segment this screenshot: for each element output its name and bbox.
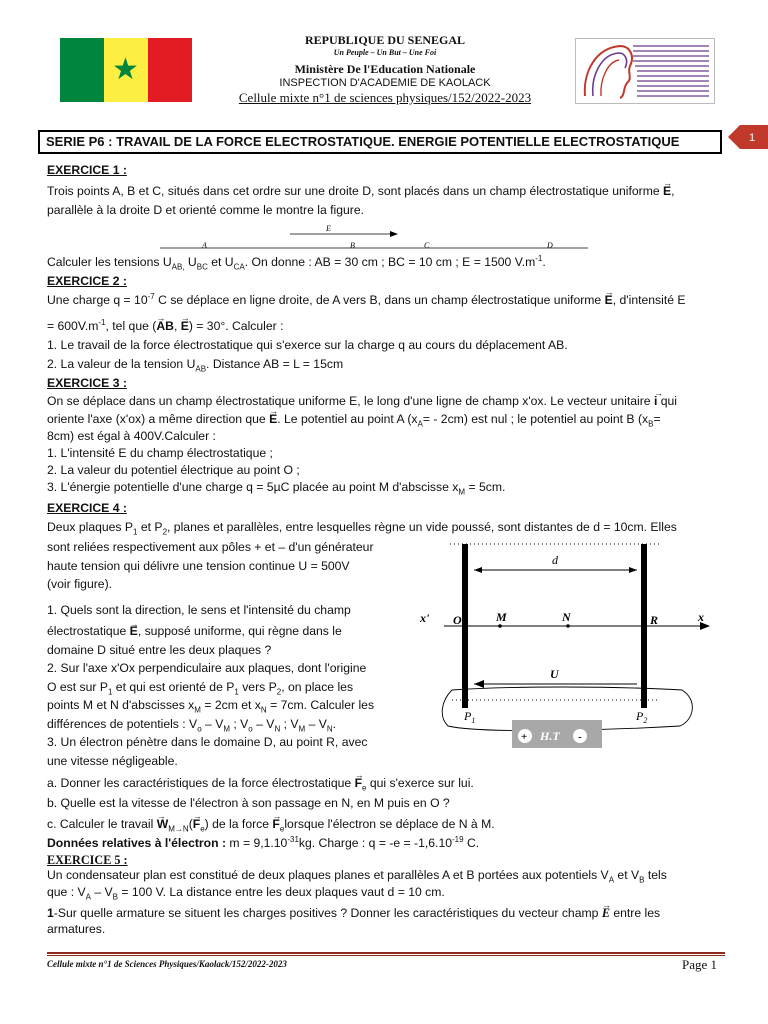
academy-logo <box>575 38 715 104</box>
exercise-3-heading: EXERCICE 3 : <box>47 376 127 390</box>
ex3-text-2: oriente l'axe (x'ox) a même direction que → E. Le potentiel au point A $(x_A= - 2cm)$ est nul ; le potentiel au point B ($x_B=$ <box>47 411 722 428</box>
ex5-question-1-end: armatures. <box>47 922 106 936</box>
page-badge <box>728 124 768 150</box>
svg-text:R: R <box>650 613 659 627</box>
svg-text:C: C <box>424 241 430 250</box>
ex2-item-2: 2. La valeur de la tension $U_{AB}$. Distance AB = L = 15cm <box>47 357 344 374</box>
svg-text:P1: $P_1$ <box>464 709 476 725</box>
inspection-name: INSPECTION D'ACADEMIE DE KAOLACK <box>279 77 491 89</box>
ex5-text-2: que : $V_A - V_B = 100$ V. La distance entre les deux plaques vaut d = 10 cm. <box>47 885 445 902</box>
svg-text:+: + <box>521 731 528 743</box>
ministry-name: Ministère De l'Education Nationale <box>294 62 476 76</box>
exercise-5-heading: EXERCICE 5 : <box>47 853 128 867</box>
ex3-item-3: 3. L'énergie potentielle d'une charge q = 5µC placée au point M d'abscisse $x_M = 5cm$. <box>47 480 506 497</box>
exercise-4-heading: EXERCICE 4 : <box>47 501 127 515</box>
footer-divider <box>47 952 725 954</box>
ex2-text-2: = $600V.m^{-1}$, tel que (→ AB, → E) = 30°. Calculer : <box>47 318 722 335</box>
ex2-item-1: 1. Le travail de la force électrostatique qui s'exerce sur la charge q au cours du déplacement AB. <box>47 338 568 352</box>
ex3-item-2: 2. La valeur du potentiel électrique au point O ; <box>47 463 300 477</box>
ex1-figure <box>160 222 600 254</box>
svg-text:d: d <box>552 553 558 567</box>
page-number: Page 1 <box>682 957 718 972</box>
series-title: SERIE P6 : TRAVAIL DE LA FORCE ELECTROSTATIQUE. ENERGIE POTENTIELLE ELECTROSTATIQUE <box>38 130 722 154</box>
ex4-plates-figure <box>412 540 716 752</box>
svg-text:M: M <box>496 610 507 624</box>
ex4-text: Deux plaques $P_1$ et $P_2$, planes et parallèles, entre lesquelles règne un vide poussé, sont distantes de d = 10cm. Elles <box>47 520 677 537</box>
ex4-question-a: a. Donner les caractéristiques de la force électrostatique → $F_e$ qui s'exerce sur lui. <box>47 775 722 792</box>
exercise-1-heading: EXERCICE 1 : <box>47 163 127 177</box>
svg-text:O: O <box>453 613 462 627</box>
svg-text:x: x <box>698 610 704 624</box>
footer-divider-thin <box>47 955 725 956</box>
ex4-question-c: c. Calculer le travail → $W_{M\to N}(\to F_e)$ de la force → $F_elorsque$ l'électron se déplace de N à M. <box>47 816 722 833</box>
svg-text:H.T: H.T <box>540 729 560 743</box>
ex4-electron-data: Données relatives à l'électron : $m = 9,1.10^{-31}kg$. Charge : $q = -e = -1,6.10^{-19}$ C. <box>47 834 480 850</box>
star-icon: ★ <box>112 53 139 86</box>
svg-text:N: N <box>562 610 571 624</box>
ex5-text: Un condensateur plan est constitué de deux plaques planes et parallèles A et B portées aux potentiels $V_A$ et $V_B$ tels <box>47 868 667 885</box>
svg-text:D: D <box>547 241 553 250</box>
ex3-item-1: 1. L'intensité E du champ électrostatique ; <box>47 446 273 460</box>
svg-text:B: B <box>350 241 355 250</box>
svg-text:x': x' <box>420 611 430 625</box>
ex4-question-b: b. Quelle est la vitesse de l'électron à son passage en N, en M puis en O ? <box>47 796 450 810</box>
ex3-text: On se déplace dans un champ électrostatique uniforme E, le long d'une ligne de champ x'ox. Le vecteur unitaire → i qui <box>47 393 722 410</box>
country-name: REPUBLIQUE DU SENEGAL <box>304 33 466 47</box>
ex1-text: Trois points A, B et C, situés dans cet ordre sur une droite D, sont placés dans un champ électrostatique uniforme → E, <box>47 183 722 200</box>
national-motto: Un Peuple – Un But – Une Foi <box>333 48 437 57</box>
cell-name: Cellule mixte n°1 de sciences physiques/152/2022-2023 <box>238 90 532 105</box>
ex3-text-3: 8cm) est égal à 400V.Calculer : <box>47 429 216 443</box>
svg-text:A: A <box>202 241 207 250</box>
ex5-question-1: 1-Sur quelle armature se situent les charges positives ? Donner les caractéristiques du vecteur champ → E entre les <box>47 905 722 922</box>
exercise-2-heading: EXERCICE 2 : <box>47 274 127 288</box>
svg-text:E: E <box>326 224 331 233</box>
footer-text: Cellule mixte n°1 de Sciences Physiques/Kaolack/152/2022-2023 <box>47 959 287 969</box>
svg-text:U: U <box>550 667 559 681</box>
ex2-text: Une charge $q = 10^{-7}$ C se déplace en ligne droite, de A vers B, dans un champ électrostatique uniforme → E, d'intensité E <box>47 292 722 309</box>
senegal-flag <box>60 38 192 102</box>
ex1-text-2: parallèle à la droite D et orienté comme le montre la figure. <box>47 203 365 217</box>
ex4-left-column: sont reliées respectivement aux pôles + et – d'un générateur haute tension qui délivre une tension continue U = 500V (voir figure). 1. Quels sont la direction, le sens et l'intensité du champ électrostatique → E, supposé uniforme, qui règne dans le domaine D situé entre les deux plaques ? 2. Sur l'axe x'Ox perpendiculaire aux plaques, dont l'origine O est sur $P_1$ et qui est orienté de $P_1$ vers $P_2$, on place les points M et N d'abscisses $x_M = 2cm$ et $x_N = 7cm$. Calculer les différences de potentiels : $V_o - V_M$ ; $V_o - V_N$ ; $V_M - V_N$. 3. Un électron pénètre dans le domaine D, au point R, avec une vitesse négligeable. <box>47 538 399 770</box>
svg-text:-: - <box>578 731 582 743</box>
ex1-question: Calculer les tensions $U_{AB,}$ $U_{BC}$ et $U_{CA}$. On donne : AB = 30 cm ; BC = 10 cm ; E = 1500 $V.m^{-1}$. <box>47 253 546 272</box>
svg-text:1: 1 <box>748 132 756 144</box>
svg-text:P2: $P_2$ <box>636 709 648 725</box>
